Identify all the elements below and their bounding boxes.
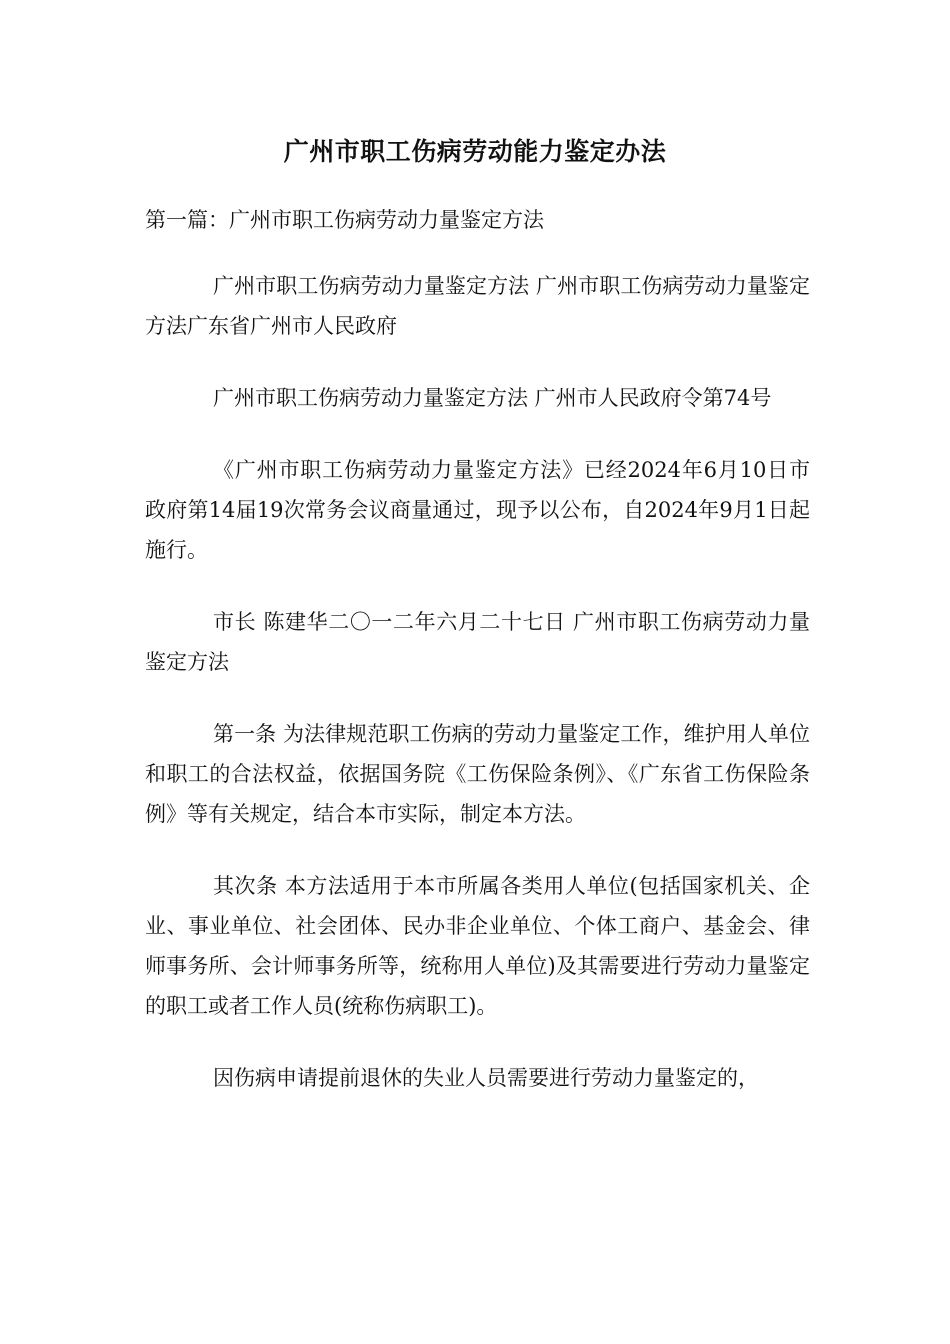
- paragraph-announcement: 《广州市职工伤病劳动力量鉴定方法》已经2024年6月10日市政府第14届19次常务会议商量通过，现予以公布，自2024年9月1日起施行。: [145, 458, 810, 562]
- paragraph-article-2: 其次条 本方法适用于本市所属各类用人单位(包括国家机关、企业、事业单位、社会团体、民办非企业单位、个体工商户、基金会、律师事务所、会计师事务所等，统称用人单位)及其需要进行劳动力量鉴定的职工或者工作人员(统称伤病职工)。: [145, 874, 810, 1018]
- paragraph-signature: 市长 陈建华二〇一二年六月二十七日 广州市职工伤病劳动力量鉴定方法: [145, 610, 810, 674]
- document-body: [145, 200, 810, 1130]
- section-heading: 第一篇：广州市职工伤病劳动力量鉴定方法: [145, 208, 544, 232]
- paragraph-issuer: 广州市职工伤病劳动力量鉴定方法 广州市职工伤病劳动力量鉴定方法广东省广州市人民政府: [145, 274, 810, 338]
- paragraph-decree: 广州市职工伤病劳动力量鉴定方法 广州市人民政府令第74号: [213, 386, 772, 410]
- document-title: 广州市职工伤病劳动能力鉴定办法: [283, 137, 667, 166]
- paragraph-article-1: 第一条 为法律规范职工伤病的劳动力量鉴定工作，维护用人单位和职工的合法权益，依据国务院《工伤保险条例》、《广东省工伤保险条例》等有关规定，结合本市实际，制定本方法。: [145, 722, 810, 826]
- paragraph-continued: 因伤病申请提前退休的失业人员需要进行劳动力量鉴定的，: [213, 1066, 759, 1090]
